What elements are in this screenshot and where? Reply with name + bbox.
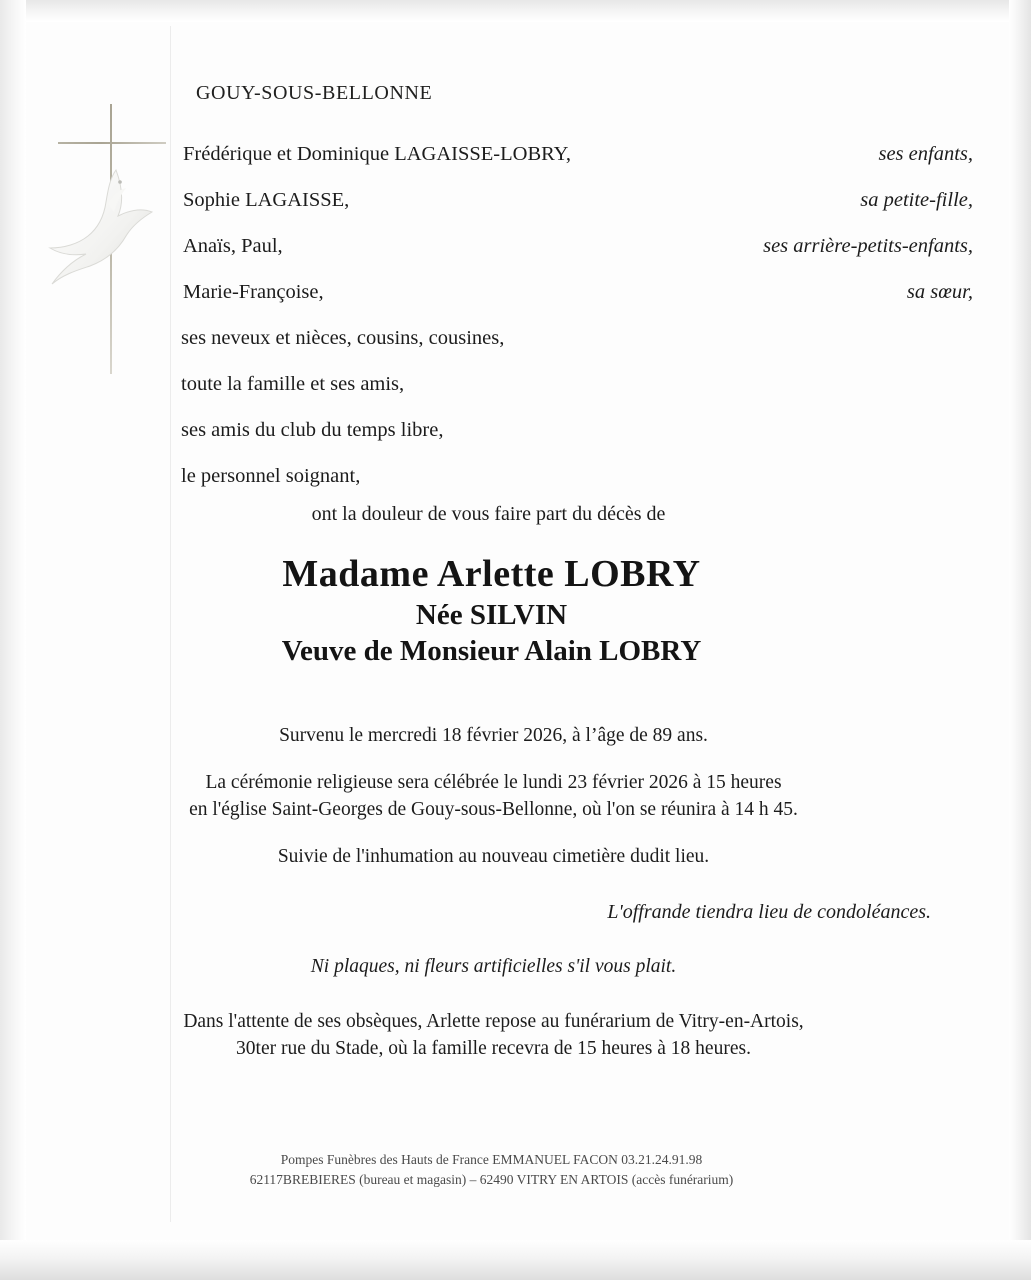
deceased-widow-of: Veuve de Monsieur Alain LOBRY [281,635,702,668]
announcement-intro: ont la douleur de vous faire part du décès de [311,503,666,525]
family-names: Anaïs, Paul, [183,235,283,257]
family-names: ses neveux et nièces, cousins, cousines, [181,327,505,349]
family-row [183,373,973,419]
footer-line-2: 62117BREBIERES (bureau et magasin) – 62490 VITRY EN ARTOIS (accès funérarium) [249,1172,734,1188]
repose-line-2: 30ter rue du Stade, où la famille recevra de 15 heures à 18 heures. [236,1038,751,1060]
ceremony-line-1: La cérémonie religieuse sera célébrée le lundi 23 février 2026 à 15 heures [205,771,782,793]
deceased-name: Madame Arlette LOBRY [282,553,701,595]
family-names: Marie-Françoise, [183,281,324,303]
burial-line: Suivie de l'inhumation au nouveau cimetière dudit lieu. [277,845,710,867]
family-row [183,189,973,235]
ceremony-line-2: en l'église Saint-Georges de Gouy-sous-Bellonne, où l'on se réunira à 14 h 45. [189,798,798,820]
family-row [183,327,973,373]
flowers-note: Ni plaques, ni fleurs artificielles s'il vous plait. [310,956,677,978]
family-row [183,419,973,465]
offering-note: L'offrande tiendra lieu de condoléances. [607,900,931,923]
deceased-maiden-name: Née SILVIN [415,598,568,631]
family-row [183,281,973,327]
family-row [183,143,973,189]
family-names: le personnel soignant, [181,465,361,487]
deceased-block [0,552,1031,671]
family-relation: sa petite-fille, [860,189,973,211]
footer-line-1: Pompes Funèbres des Hauts de France EMMANUEL FACON 03.21.24.91.98 [280,1152,703,1167]
family-names: Sophie LAGAISSE, [183,189,350,211]
repose-line-1: Dans l'attente de ses obsèques, Arlette repose au funérarium de Vitry-en-Artois, [183,1011,804,1033]
family-names: toute la famille et ses amis, [181,373,405,395]
family-relation: ses enfants, [878,143,973,165]
family-relation: sa sœur, [906,281,973,303]
family-names: Frédérique et Dominique LAGAISSE-LOBRY, [183,143,571,165]
funeral-home-footer [0,1150,1031,1191]
family-row [183,235,973,281]
family-relation: ses arrière-petits-enfants, [763,235,973,257]
city-name: GOUY-SOUS-BELLONNE [196,82,433,104]
family-names: ses amis du club du temps libre, [181,419,444,441]
death-date-line: Survenu le mercredi 18 février 2026, à l’âge de 89 ans. [279,725,708,746]
family-list [183,143,973,511]
ceremony-details [0,723,1031,1063]
